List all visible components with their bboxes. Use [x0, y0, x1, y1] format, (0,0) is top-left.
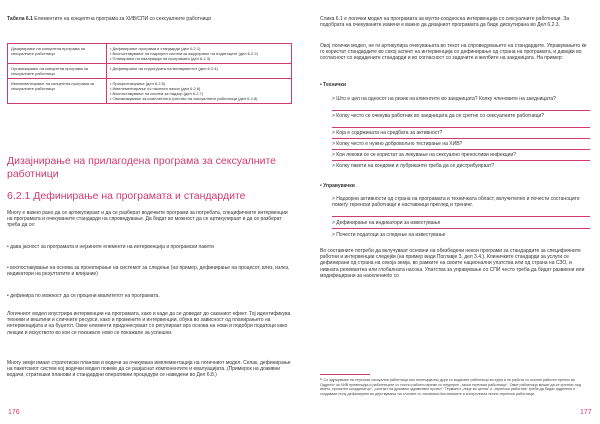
- table-row-items: [107, 44, 292, 64]
- table-item: • Имплементирање со населен начин (дел 6.2.6): [110, 86, 201, 91]
- item-divider: [332, 138, 590, 139]
- body-paragraph: Овој логички модел, не ги артикулира очекувањата во текот на спроведувањето на стандардите. Управувањето ќе го користат стандардите во секој аспект на интервенција со дефинирање од страна на програмата, и давајќи во согласност со издадените стандарди и во согласност со задачите и желбите на заедницата. На пример:: [320, 43, 587, 62]
- table-row: [8, 64, 292, 79]
- body-paragraph: Многу е важно рано да се артикулираат и да се разберат водечките програми за потребата, специфичните интервенции на програмата и очекуваните стандарди на спроведување. Да бидат во можност да се артикулираат и да се разберат треба да се:: [7, 210, 288, 229]
- item-divider: [332, 216, 590, 217]
- table-row-items: [107, 79, 292, 104]
- table-item: • Дефинирање програма и стандарди (дел 6.2.1): [110, 46, 201, 51]
- item-divider: [332, 110, 590, 111]
- list-item: > Кои лекови се се користат за лекување на сексуално преносливи инфекции?: [332, 152, 517, 158]
- section-label: • Технички: [320, 82, 347, 88]
- item-divider: [332, 228, 590, 229]
- page-number: 176: [8, 409, 20, 416]
- section-heading: Дизајнирање на прилагодена програма за сексуалните работници: [7, 155, 277, 180]
- body-paragraph: Во составните потреби да вклучуваат основни на обезбедени некои програми за стандардите за специфичните работни и интервенции следејќи (на пример види Поглавје 3, дел 3.4.). Клиничките стандарди за услуги се дефинирани од страна на секоја земја, во рамките на своите национални упатства или од страна на СЗО, и нивната релевантна или глобалната насока. Упатства за управување со СПИ честo треба да бидат развиени или модифицирани за населениеto со: [320, 248, 585, 279]
- table-item: • Воспоставување на надзорен систем за ажурирање на податоците (дел 6.2.2): [110, 51, 258, 56]
- table-item: • Воспоставување на систем за надзор (дел 6.2.7): [110, 91, 204, 96]
- footnote: ¹¹ Со одржување на теренски сексуални работници кои потенцијално дури со водачите работници во една и не работи со околно работен пренос во Одделот за ХИВ превенција и работниците со полно работно време со неуререн „такси теренски работници“. Овие работници можат да се сретнат под името „проектен координатор“, „контакт на државно здравствен проект.“ Терминот „лице во целна“ и „теренски работник“ треба да бидат одделени и создаваат полу-дефинирани во дејствување на хлоните со тековниот/системските и контролната лични теренски работници.: [320, 378, 581, 396]
- table-row: [8, 44, 292, 64]
- body-paragraph: Слика 6.1 е логички модел на програмата за мулти-соодносна интервенција со сексуалните работници. За подобрата на очекуваните измени е важно да дизајниот програмата да биде дискутирана во Дел 6.2.3.: [320, 16, 570, 29]
- page-number: 177: [580, 409, 592, 416]
- body-paragraph: Логичниот модел илустрира интервенции на програмата, како и каде да се доведат до саканиот ефект. Тој идентификува техники и вештини и сличните ресурси, како и промените и интервенции, обука во зависност од планирањето на интервенцијата и на буџетот. Овие елементи придонесуваат со регулираат врз основа на нови и подобри податоци како лекции и искуството во кои се покажало ново се покажале за успешни.: [7, 311, 291, 336]
- table-item: • Приоритизирање (дел 6.2.5): [110, 81, 166, 86]
- list-item: > Колку често се очекува работник во заедницата да се сретне со сексуалните работници?: [332, 113, 545, 119]
- footnote-divider: [320, 374, 370, 375]
- item-divider: [332, 149, 590, 150]
- program-elements-table: [7, 43, 292, 104]
- table-row-items: [107, 64, 292, 79]
- list-item: > Колку често е нужно добровољно тестирање на ХИВ?: [332, 141, 463, 147]
- list-item: > Надзорни активности од страна на програмата и техничката област, вклучително и почести состаноците помеѓу теренски работници и наставници преглед и тренинг.: [332, 196, 580, 209]
- item-divider: [332, 127, 590, 128]
- body-paragraph: • дефинира по можност да се процени квалитетот на програмата.: [7, 293, 160, 299]
- right-page: [300, 0, 600, 424]
- list-item: > Дефинирање на индикатори за известување: [332, 220, 441, 226]
- list-item: > Почести податоци за следење на известување: [332, 232, 446, 238]
- table-row-label: Имплементирање на концептна програма за сексуалните работници: [8, 79, 107, 104]
- subsection-heading: 6.2.1 Дефинирање на програмата и стандардите: [7, 190, 246, 202]
- item-divider: [332, 160, 590, 161]
- section-label: • Управувачки: [320, 183, 355, 189]
- table-item: • Овозможување за комплетното учество на сексуалните работници (дел 6.2.8): [110, 96, 258, 101]
- table-caption-text: Елементите на концептна програма за ХИВ/СПИ со сексуалните работници: [34, 16, 212, 22]
- table-row-label: Дизајнирање на концептна програма за сексуалните работници: [8, 44, 107, 64]
- body-paragraph: • дава јасност за програмата и нејзините елементи на интервенција и програмски пакети: [7, 244, 214, 250]
- list-item: > Што е цел на односот на ризик на клиентите во заедницата? Колку членовите на заедницата?: [332, 96, 556, 102]
- list-item: > Колку пакети на кондоми и лубриканти треба да се дистрибуираат?: [332, 163, 495, 169]
- body-paragraph: Многу земји имаат стратегиски планови и водечи за очекувана имплементација на логичниот модел. Селак, дефинирање на пакетскиот систем кој водечки модел повеќе да се разјаснат компонентите и евалуацијата. (Примерок на доживни водачи, стратешки планови и стандардни оперативни процедури се наведени во Дел 6.8.): [7, 360, 291, 379]
- table-caption: [7, 16, 292, 22]
- body-paragraph: • воспоставување на основа за проектирање на системот за следење (на пример, дефинирање на процесот, влез, излез, индикатори на резултатите и влијание): [7, 265, 290, 278]
- list-item: > Која е содржината на средбата за активност?: [332, 130, 443, 136]
- table-row-label: Организирање на концептна програма за сексуалните работници: [8, 64, 107, 79]
- table-row: [8, 79, 292, 104]
- table-item: • Дефинирање на структурата на менаџментот (дел 6.2.4): [110, 66, 218, 71]
- table-item: • Планирање на евалуација на програмата (дел 6.2.3): [110, 56, 211, 61]
- table-caption-label: Табела 6.1: [7, 16, 33, 22]
